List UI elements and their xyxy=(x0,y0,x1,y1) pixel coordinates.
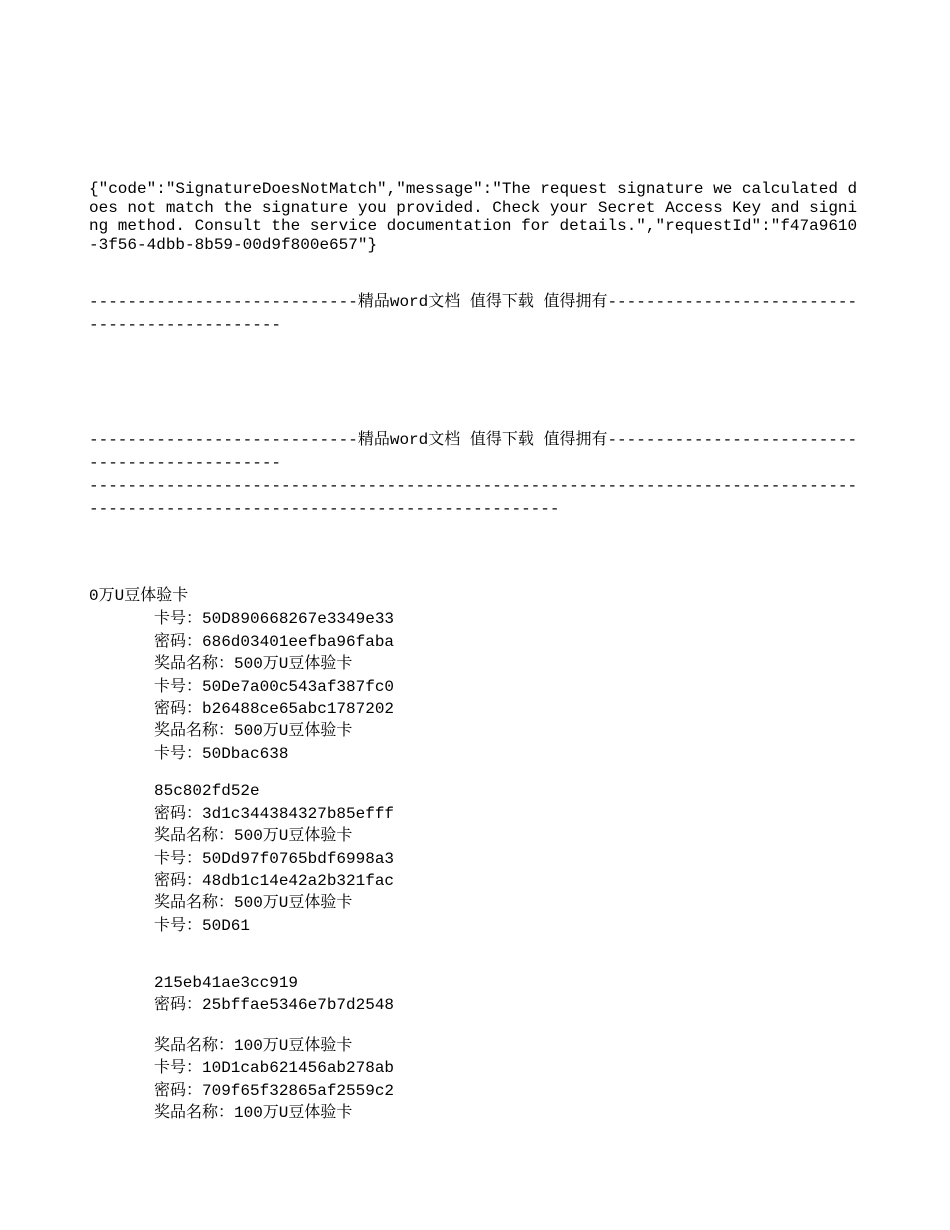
error-message: {"code":"SignatureDoesNotMatch","message":"The request signature we calculated does not match the signature you provided. Check your Secret Access Key and signing method. Consult the service documentation for details.","requestId":"f47a9610-3f56-4dbb-8b59-00d9f800e657"} xyxy=(89,180,858,254)
prize-name: 奖品名称：500万U豆体验卡 xyxy=(154,827,353,845)
card-number-continued: 215eb41ae3cc919 xyxy=(154,974,299,992)
prize-name: 奖品名称：500万U豆体验卡 xyxy=(154,655,353,673)
separator-line: --------------------------------------------------------------------------------------------------------------------------------- xyxy=(89,477,858,518)
prize-name: 奖品名称：100万U豆体验卡 xyxy=(154,1037,353,1055)
card-password: 密码：709f65f32865af2559c2 xyxy=(154,1082,395,1100)
card-password: 密码：3d1c344384327b85efff xyxy=(154,805,395,823)
section-heading: 0万U豆体验卡 xyxy=(89,587,189,605)
card-password: 密码：686d03401eefba96faba xyxy=(154,633,395,651)
card-number: 卡号：50D61 xyxy=(154,917,251,935)
card-number: 卡号：50Dbac638 xyxy=(154,745,289,763)
prize-name: 奖品名称：500万U豆体验卡 xyxy=(154,722,353,740)
card-number: 卡号：50De7a00c543af387fc0 xyxy=(154,678,395,696)
card-number-continued: 85c802fd52e xyxy=(154,782,260,800)
card-password: 密码：48db1c14e42a2b321fac xyxy=(154,872,395,890)
card-password: 密码：b26488ce65abc1787202 xyxy=(154,700,395,718)
prize-name: 奖品名称：500万U豆体验卡 xyxy=(154,894,353,912)
banner-line: ----------------------------精品word文档 值得下载 值得拥有---------------------------------------------- xyxy=(89,293,858,334)
card-number: 卡号：50D890668267e3349e33 xyxy=(154,610,395,628)
banner-line: ----------------------------精品word文档 值得下载 值得拥有---------------------------------------------- xyxy=(89,431,858,472)
card-password: 密码：25bffae5346e7b7d2548 xyxy=(154,996,395,1014)
prize-name: 奖品名称：100万U豆体验卡 xyxy=(154,1104,353,1122)
card-number: 卡号：10D1cab621456ab278ab xyxy=(154,1059,395,1077)
card-number: 卡号：50Dd97f0765bdf6998a3 xyxy=(154,850,395,868)
